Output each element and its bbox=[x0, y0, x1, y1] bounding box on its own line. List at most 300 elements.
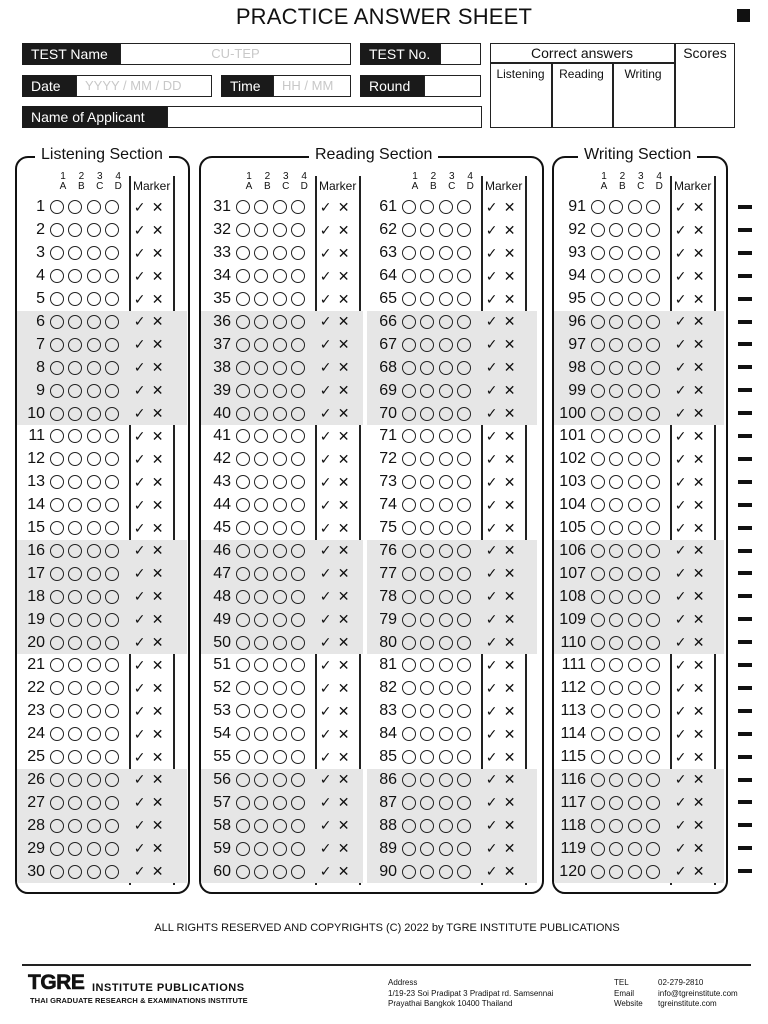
answer-bubble-a[interactable] bbox=[236, 292, 250, 306]
answer-bubble-b[interactable] bbox=[420, 269, 434, 283]
answer-bubble-c[interactable] bbox=[439, 384, 453, 398]
answer-bubble-a[interactable] bbox=[236, 842, 250, 856]
answer-bubble-d[interactable] bbox=[457, 292, 471, 306]
answer-bubble-d[interactable] bbox=[105, 544, 119, 558]
answer-bubble-d[interactable] bbox=[457, 704, 471, 718]
answer-bubble-c[interactable] bbox=[628, 613, 642, 627]
answer-bubble-b[interactable] bbox=[609, 223, 623, 237]
website-value[interactable]: tgreinstitute.com bbox=[658, 999, 717, 1008]
answer-bubble-d[interactable] bbox=[105, 681, 119, 695]
answer-bubble-a[interactable] bbox=[50, 750, 64, 764]
answer-bubble-b[interactable] bbox=[254, 865, 268, 879]
answer-bubble-c[interactable] bbox=[628, 773, 642, 787]
answer-bubble-b[interactable] bbox=[420, 246, 434, 260]
answer-bubble-b[interactable] bbox=[254, 658, 268, 672]
answer-bubble-a[interactable] bbox=[50, 246, 64, 260]
answer-bubble-b[interactable] bbox=[609, 819, 623, 833]
answer-bubble-c[interactable] bbox=[87, 315, 101, 329]
answer-bubble-b[interactable] bbox=[609, 796, 623, 810]
answer-bubble-b[interactable] bbox=[254, 796, 268, 810]
answer-bubble-c[interactable] bbox=[439, 223, 453, 237]
answer-bubble-d[interactable] bbox=[291, 246, 305, 260]
answer-bubble-b[interactable] bbox=[254, 727, 268, 741]
answer-bubble-c[interactable] bbox=[273, 407, 287, 421]
answer-bubble-d[interactable] bbox=[646, 475, 660, 489]
answer-bubble-a[interactable] bbox=[50, 658, 64, 672]
answer-bubble-d[interactable] bbox=[105, 452, 119, 466]
answer-bubble-d[interactable] bbox=[105, 269, 119, 283]
answer-bubble-c[interactable] bbox=[273, 498, 287, 512]
answer-bubble-a[interactable] bbox=[50, 590, 64, 604]
answer-bubble-b[interactable] bbox=[68, 292, 82, 306]
answer-bubble-a[interactable] bbox=[50, 544, 64, 558]
answer-bubble-b[interactable] bbox=[609, 338, 623, 352]
answer-bubble-b[interactable] bbox=[68, 750, 82, 764]
answer-bubble-b[interactable] bbox=[609, 475, 623, 489]
answer-bubble-c[interactable] bbox=[439, 567, 453, 581]
answer-bubble-b[interactable] bbox=[68, 544, 82, 558]
answer-bubble-a[interactable] bbox=[402, 750, 416, 764]
answer-bubble-b[interactable] bbox=[68, 521, 82, 535]
answer-bubble-a[interactable] bbox=[50, 475, 64, 489]
answer-bubble-a[interactable] bbox=[50, 819, 64, 833]
answer-bubble-d[interactable] bbox=[457, 498, 471, 512]
answer-bubble-a[interactable] bbox=[402, 407, 416, 421]
answer-bubble-c[interactable] bbox=[628, 429, 642, 443]
answer-bubble-b[interactable] bbox=[609, 567, 623, 581]
answer-bubble-a[interactable] bbox=[50, 567, 64, 581]
answer-bubble-c[interactable] bbox=[628, 750, 642, 764]
answer-bubble-d[interactable] bbox=[105, 315, 119, 329]
answer-bubble-b[interactable] bbox=[420, 452, 434, 466]
answer-bubble-b[interactable] bbox=[68, 681, 82, 695]
answer-bubble-d[interactable] bbox=[646, 544, 660, 558]
answer-bubble-c[interactable] bbox=[628, 521, 642, 535]
answer-bubble-b[interactable] bbox=[609, 361, 623, 375]
answer-bubble-a[interactable] bbox=[402, 452, 416, 466]
answer-bubble-c[interactable] bbox=[87, 452, 101, 466]
answer-bubble-a[interactable] bbox=[591, 292, 605, 306]
answer-bubble-d[interactable] bbox=[105, 636, 119, 650]
answer-bubble-c[interactable] bbox=[87, 521, 101, 535]
answer-bubble-c[interactable] bbox=[439, 704, 453, 718]
answer-bubble-b[interactable] bbox=[254, 590, 268, 604]
answer-bubble-c[interactable] bbox=[628, 269, 642, 283]
answer-bubble-d[interactable] bbox=[291, 727, 305, 741]
answer-bubble-b[interactable] bbox=[68, 384, 82, 398]
answer-bubble-a[interactable] bbox=[591, 452, 605, 466]
answer-bubble-c[interactable] bbox=[87, 750, 101, 764]
answer-bubble-d[interactable] bbox=[457, 246, 471, 260]
answer-bubble-d[interactable] bbox=[457, 429, 471, 443]
answer-bubble-b[interactable] bbox=[254, 750, 268, 764]
answer-bubble-b[interactable] bbox=[420, 865, 434, 879]
answer-bubble-a[interactable] bbox=[402, 292, 416, 306]
answer-bubble-d[interactable] bbox=[105, 865, 119, 879]
answer-bubble-a[interactable] bbox=[591, 521, 605, 535]
answer-bubble-b[interactable] bbox=[68, 636, 82, 650]
answer-bubble-b[interactable] bbox=[420, 590, 434, 604]
answer-bubble-a[interactable] bbox=[591, 704, 605, 718]
answer-bubble-c[interactable] bbox=[273, 865, 287, 879]
answer-bubble-b[interactable] bbox=[609, 246, 623, 260]
answer-bubble-d[interactable] bbox=[646, 429, 660, 443]
answer-bubble-c[interactable] bbox=[273, 384, 287, 398]
answer-bubble-c[interactable] bbox=[628, 544, 642, 558]
answer-bubble-d[interactable] bbox=[105, 223, 119, 237]
answer-bubble-b[interactable] bbox=[68, 865, 82, 879]
answer-bubble-c[interactable] bbox=[273, 681, 287, 695]
answer-bubble-c[interactable] bbox=[439, 727, 453, 741]
answer-bubble-b[interactable] bbox=[420, 819, 434, 833]
answer-bubble-b[interactable] bbox=[68, 315, 82, 329]
answer-bubble-b[interactable] bbox=[609, 750, 623, 764]
answer-bubble-b[interactable] bbox=[254, 498, 268, 512]
answer-bubble-d[interactable] bbox=[646, 681, 660, 695]
answer-bubble-a[interactable] bbox=[402, 865, 416, 879]
answer-bubble-d[interactable] bbox=[105, 246, 119, 260]
answer-bubble-c[interactable] bbox=[439, 361, 453, 375]
answer-bubble-b[interactable] bbox=[68, 773, 82, 787]
answer-bubble-b[interactable] bbox=[420, 315, 434, 329]
answer-bubble-b[interactable] bbox=[254, 246, 268, 260]
answer-bubble-a[interactable] bbox=[591, 200, 605, 214]
answer-bubble-d[interactable] bbox=[105, 429, 119, 443]
answer-bubble-c[interactable] bbox=[87, 361, 101, 375]
answer-bubble-b[interactable] bbox=[68, 200, 82, 214]
answer-bubble-d[interactable] bbox=[457, 750, 471, 764]
answer-bubble-c[interactable] bbox=[87, 292, 101, 306]
answer-bubble-d[interactable] bbox=[457, 567, 471, 581]
answer-bubble-b[interactable] bbox=[68, 429, 82, 443]
answer-bubble-c[interactable] bbox=[87, 727, 101, 741]
answer-bubble-d[interactable] bbox=[291, 223, 305, 237]
answer-bubble-d[interactable] bbox=[457, 200, 471, 214]
answer-bubble-d[interactable] bbox=[457, 269, 471, 283]
answer-bubble-a[interactable] bbox=[50, 429, 64, 443]
answer-bubble-b[interactable] bbox=[609, 865, 623, 879]
answer-bubble-d[interactable] bbox=[291, 567, 305, 581]
answer-bubble-a[interactable] bbox=[591, 544, 605, 558]
answer-bubble-d[interactable] bbox=[646, 246, 660, 260]
answer-bubble-c[interactable] bbox=[628, 796, 642, 810]
answer-bubble-a[interactable] bbox=[50, 384, 64, 398]
answer-bubble-b[interactable] bbox=[609, 452, 623, 466]
answer-bubble-c[interactable] bbox=[439, 200, 453, 214]
answer-bubble-a[interactable] bbox=[50, 842, 64, 856]
answer-bubble-b[interactable] bbox=[254, 613, 268, 627]
answer-bubble-c[interactable] bbox=[273, 727, 287, 741]
answer-bubble-b[interactable] bbox=[68, 407, 82, 421]
answer-bubble-c[interactable] bbox=[439, 842, 453, 856]
answer-bubble-a[interactable] bbox=[591, 773, 605, 787]
answer-bubble-d[interactable] bbox=[291, 361, 305, 375]
answer-bubble-c[interactable] bbox=[87, 338, 101, 352]
answer-bubble-d[interactable] bbox=[291, 704, 305, 718]
answer-bubble-a[interactable] bbox=[50, 704, 64, 718]
answer-bubble-c[interactable] bbox=[273, 613, 287, 627]
answer-bubble-c[interactable] bbox=[439, 773, 453, 787]
answer-bubble-d[interactable] bbox=[291, 269, 305, 283]
answer-bubble-a[interactable] bbox=[591, 842, 605, 856]
answer-bubble-a[interactable] bbox=[236, 384, 250, 398]
answer-bubble-b[interactable] bbox=[420, 544, 434, 558]
answer-bubble-c[interactable] bbox=[439, 521, 453, 535]
answer-bubble-d[interactable] bbox=[646, 773, 660, 787]
answer-bubble-b[interactable] bbox=[68, 842, 82, 856]
answer-bubble-c[interactable] bbox=[439, 750, 453, 764]
answer-bubble-d[interactable] bbox=[457, 636, 471, 650]
answer-bubble-c[interactable] bbox=[87, 842, 101, 856]
answer-bubble-d[interactable] bbox=[105, 407, 119, 421]
answer-bubble-c[interactable] bbox=[628, 819, 642, 833]
answer-bubble-a[interactable] bbox=[236, 704, 250, 718]
answer-bubble-d[interactable] bbox=[105, 773, 119, 787]
answer-bubble-d[interactable] bbox=[646, 590, 660, 604]
answer-bubble-a[interactable] bbox=[236, 269, 250, 283]
answer-bubble-d[interactable] bbox=[105, 567, 119, 581]
answer-bubble-a[interactable] bbox=[236, 338, 250, 352]
answer-bubble-d[interactable] bbox=[457, 223, 471, 237]
answer-bubble-c[interactable] bbox=[628, 727, 642, 741]
answer-bubble-b[interactable] bbox=[609, 269, 623, 283]
answer-bubble-d[interactable] bbox=[457, 658, 471, 672]
answer-bubble-c[interactable] bbox=[628, 407, 642, 421]
answer-bubble-a[interactable] bbox=[591, 636, 605, 650]
answer-bubble-c[interactable] bbox=[439, 292, 453, 306]
answer-bubble-d[interactable] bbox=[646, 750, 660, 764]
answer-bubble-c[interactable] bbox=[628, 338, 642, 352]
answer-bubble-a[interactable] bbox=[591, 865, 605, 879]
answer-bubble-a[interactable] bbox=[591, 590, 605, 604]
answer-bubble-b[interactable] bbox=[609, 613, 623, 627]
answer-bubble-c[interactable] bbox=[87, 773, 101, 787]
answer-bubble-b[interactable] bbox=[68, 727, 82, 741]
answer-bubble-a[interactable] bbox=[402, 200, 416, 214]
answer-bubble-c[interactable] bbox=[87, 613, 101, 627]
answer-bubble-a[interactable] bbox=[50, 727, 64, 741]
answer-bubble-d[interactable] bbox=[646, 292, 660, 306]
answer-bubble-b[interactable] bbox=[420, 223, 434, 237]
answer-bubble-d[interactable] bbox=[646, 200, 660, 214]
answer-bubble-a[interactable] bbox=[402, 773, 416, 787]
answer-bubble-c[interactable] bbox=[87, 544, 101, 558]
answer-bubble-b[interactable] bbox=[254, 544, 268, 558]
answer-bubble-a[interactable] bbox=[50, 796, 64, 810]
answer-bubble-b[interactable] bbox=[420, 384, 434, 398]
answer-bubble-c[interactable] bbox=[87, 567, 101, 581]
answer-bubble-a[interactable] bbox=[402, 613, 416, 627]
answer-bubble-a[interactable] bbox=[591, 750, 605, 764]
answer-bubble-a[interactable] bbox=[402, 796, 416, 810]
answer-bubble-c[interactable] bbox=[273, 246, 287, 260]
answer-bubble-b[interactable] bbox=[68, 819, 82, 833]
answer-bubble-b[interactable] bbox=[609, 773, 623, 787]
answer-bubble-d[interactable] bbox=[457, 407, 471, 421]
answer-bubble-d[interactable] bbox=[457, 796, 471, 810]
answer-bubble-b[interactable] bbox=[254, 384, 268, 398]
answer-bubble-c[interactable] bbox=[439, 819, 453, 833]
answer-bubble-c[interactable] bbox=[439, 636, 453, 650]
answer-bubble-c[interactable] bbox=[628, 200, 642, 214]
answer-bubble-b[interactable] bbox=[420, 407, 434, 421]
answer-bubble-c[interactable] bbox=[439, 498, 453, 512]
answer-bubble-b[interactable] bbox=[420, 613, 434, 627]
answer-bubble-c[interactable] bbox=[628, 567, 642, 581]
answer-bubble-c[interactable] bbox=[439, 269, 453, 283]
round-field[interactable] bbox=[424, 75, 481, 97]
answer-bubble-a[interactable] bbox=[50, 292, 64, 306]
answer-bubble-b[interactable] bbox=[609, 544, 623, 558]
answer-bubble-a[interactable] bbox=[591, 338, 605, 352]
answer-bubble-d[interactable] bbox=[457, 865, 471, 879]
answer-bubble-b[interactable] bbox=[420, 361, 434, 375]
answer-bubble-b[interactable] bbox=[420, 773, 434, 787]
answer-bubble-d[interactable] bbox=[105, 796, 119, 810]
answer-bubble-c[interactable] bbox=[439, 407, 453, 421]
answer-bubble-b[interactable] bbox=[420, 704, 434, 718]
answer-bubble-b[interactable] bbox=[68, 590, 82, 604]
answer-bubble-c[interactable] bbox=[87, 498, 101, 512]
answer-bubble-a[interactable] bbox=[236, 819, 250, 833]
answer-bubble-b[interactable] bbox=[609, 292, 623, 306]
answer-bubble-a[interactable] bbox=[402, 361, 416, 375]
answer-bubble-c[interactable] bbox=[439, 658, 453, 672]
answer-bubble-d[interactable] bbox=[291, 590, 305, 604]
answer-bubble-d[interactable] bbox=[646, 407, 660, 421]
answer-bubble-c[interactable] bbox=[439, 338, 453, 352]
answer-bubble-a[interactable] bbox=[402, 246, 416, 260]
answer-bubble-c[interactable] bbox=[628, 361, 642, 375]
answer-bubble-d[interactable] bbox=[291, 842, 305, 856]
answer-bubble-c[interactable] bbox=[439, 681, 453, 695]
answer-bubble-c[interactable] bbox=[273, 658, 287, 672]
answer-bubble-d[interactable] bbox=[291, 613, 305, 627]
answer-bubble-d[interactable] bbox=[105, 727, 119, 741]
answer-bubble-a[interactable] bbox=[591, 727, 605, 741]
answer-bubble-a[interactable] bbox=[402, 384, 416, 398]
answer-bubble-b[interactable] bbox=[254, 704, 268, 718]
answer-bubble-a[interactable] bbox=[50, 521, 64, 535]
answer-bubble-c[interactable] bbox=[439, 544, 453, 558]
answer-bubble-c[interactable] bbox=[273, 521, 287, 535]
answer-bubble-d[interactable] bbox=[457, 727, 471, 741]
answer-bubble-c[interactable] bbox=[439, 452, 453, 466]
answer-bubble-a[interactable] bbox=[402, 636, 416, 650]
answer-bubble-c[interactable] bbox=[628, 498, 642, 512]
answer-bubble-d[interactable] bbox=[291, 452, 305, 466]
answer-bubble-a[interactable] bbox=[236, 544, 250, 558]
answer-bubble-d[interactable] bbox=[291, 498, 305, 512]
answer-bubble-d[interactable] bbox=[646, 521, 660, 535]
answer-bubble-c[interactable] bbox=[273, 361, 287, 375]
answer-bubble-d[interactable] bbox=[457, 338, 471, 352]
answer-bubble-b[interactable] bbox=[68, 704, 82, 718]
answer-bubble-b[interactable] bbox=[609, 315, 623, 329]
answer-bubble-c[interactable] bbox=[273, 292, 287, 306]
answer-bubble-d[interactable] bbox=[105, 498, 119, 512]
answer-bubble-c[interactable] bbox=[273, 842, 287, 856]
answer-bubble-c[interactable] bbox=[628, 246, 642, 260]
answer-bubble-c[interactable] bbox=[273, 269, 287, 283]
answer-bubble-a[interactable] bbox=[236, 750, 250, 764]
answer-bubble-c[interactable] bbox=[87, 429, 101, 443]
answer-bubble-d[interactable] bbox=[457, 773, 471, 787]
answer-bubble-b[interactable] bbox=[68, 613, 82, 627]
answer-bubble-c[interactable] bbox=[628, 704, 642, 718]
answer-bubble-c[interactable] bbox=[87, 796, 101, 810]
answer-bubble-b[interactable] bbox=[254, 407, 268, 421]
answer-bubble-d[interactable] bbox=[105, 475, 119, 489]
answer-bubble-a[interactable] bbox=[402, 727, 416, 741]
answer-bubble-a[interactable] bbox=[236, 613, 250, 627]
answer-bubble-c[interactable] bbox=[273, 200, 287, 214]
answer-bubble-c[interactable] bbox=[87, 681, 101, 695]
answer-bubble-b[interactable] bbox=[68, 658, 82, 672]
answer-bubble-a[interactable] bbox=[591, 681, 605, 695]
answer-bubble-b[interactable] bbox=[254, 819, 268, 833]
answer-bubble-c[interactable] bbox=[87, 590, 101, 604]
answer-bubble-a[interactable] bbox=[236, 727, 250, 741]
answer-bubble-b[interactable] bbox=[420, 429, 434, 443]
test-name-field[interactable]: CU-TEP bbox=[120, 43, 351, 65]
answer-bubble-a[interactable] bbox=[50, 452, 64, 466]
answer-bubble-a[interactable] bbox=[236, 865, 250, 879]
answer-bubble-d[interactable] bbox=[291, 773, 305, 787]
answer-bubble-a[interactable] bbox=[402, 315, 416, 329]
answer-bubble-a[interactable] bbox=[591, 384, 605, 398]
answer-bubble-b[interactable] bbox=[420, 750, 434, 764]
answer-bubble-a[interactable] bbox=[236, 200, 250, 214]
answer-bubble-d[interactable] bbox=[457, 384, 471, 398]
answer-bubble-b[interactable] bbox=[254, 681, 268, 695]
answer-bubble-d[interactable] bbox=[291, 750, 305, 764]
answer-bubble-c[interactable] bbox=[628, 292, 642, 306]
answer-bubble-b[interactable] bbox=[609, 590, 623, 604]
answer-bubble-b[interactable] bbox=[609, 704, 623, 718]
answer-bubble-b[interactable] bbox=[420, 498, 434, 512]
answer-bubble-d[interactable] bbox=[457, 452, 471, 466]
answer-bubble-b[interactable] bbox=[68, 338, 82, 352]
answer-bubble-b[interactable] bbox=[254, 521, 268, 535]
answer-bubble-d[interactable] bbox=[646, 361, 660, 375]
answer-bubble-d[interactable] bbox=[646, 613, 660, 627]
answer-bubble-a[interactable] bbox=[50, 223, 64, 237]
answer-bubble-d[interactable] bbox=[646, 384, 660, 398]
answer-bubble-a[interactable] bbox=[50, 361, 64, 375]
answer-bubble-c[interactable] bbox=[87, 223, 101, 237]
answer-bubble-b[interactable] bbox=[254, 842, 268, 856]
answer-bubble-d[interactable] bbox=[291, 384, 305, 398]
answer-bubble-b[interactable] bbox=[420, 727, 434, 741]
answer-bubble-b[interactable] bbox=[609, 658, 623, 672]
answer-bubble-d[interactable] bbox=[646, 498, 660, 512]
answer-bubble-b[interactable] bbox=[68, 796, 82, 810]
answer-bubble-d[interactable] bbox=[646, 452, 660, 466]
answer-bubble-b[interactable] bbox=[254, 292, 268, 306]
answer-bubble-b[interactable] bbox=[609, 636, 623, 650]
answer-bubble-b[interactable] bbox=[68, 452, 82, 466]
answer-bubble-c[interactable] bbox=[273, 590, 287, 604]
answer-bubble-c[interactable] bbox=[439, 613, 453, 627]
answer-bubble-d[interactable] bbox=[646, 865, 660, 879]
answer-bubble-c[interactable] bbox=[87, 865, 101, 879]
answer-bubble-d[interactable] bbox=[105, 590, 119, 604]
answer-bubble-b[interactable] bbox=[254, 773, 268, 787]
answer-bubble-c[interactable] bbox=[439, 865, 453, 879]
answer-bubble-d[interactable] bbox=[291, 681, 305, 695]
answer-bubble-a[interactable] bbox=[591, 819, 605, 833]
